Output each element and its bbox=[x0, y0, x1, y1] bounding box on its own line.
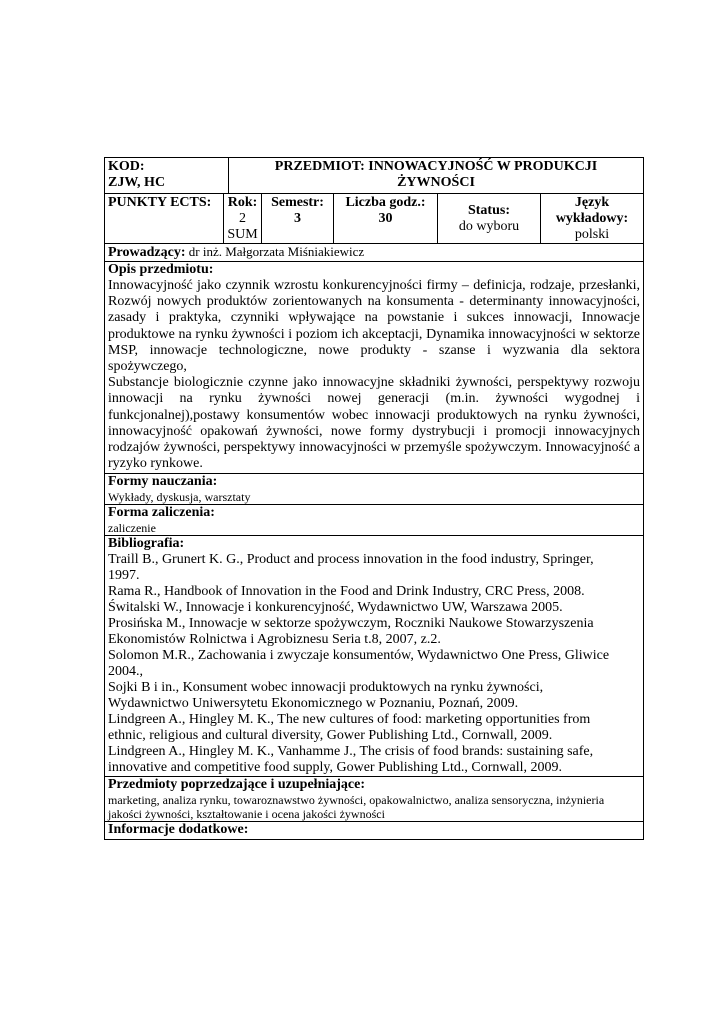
teaching-forms-value: Wykłady, dyskusja, warsztaty bbox=[108, 490, 251, 505]
code-cell bbox=[105, 158, 228, 193]
assessment-value: zaliczenie bbox=[108, 521, 156, 536]
hours-cell bbox=[333, 194, 437, 243]
lecturer-label: Prowadzący: bbox=[108, 245, 186, 260]
prerequisites-row bbox=[105, 776, 643, 821]
additional-info-row bbox=[105, 821, 643, 839]
semester-value: 3 bbox=[294, 211, 301, 226]
bibliography-item: Rama R., Handbook of Innovation in the Food and Drink Industry, CRC Press, 2008. bbox=[108, 584, 585, 600]
subject-cell bbox=[228, 158, 643, 193]
description-row bbox=[105, 261, 643, 473]
lecturer-row bbox=[105, 243, 643, 261]
ects-cell bbox=[105, 194, 223, 243]
semester-label: Semestr: bbox=[271, 195, 324, 210]
year-cell bbox=[223, 194, 261, 243]
status-value: do wyboru bbox=[458, 218, 520, 234]
language-label-line1: Język bbox=[574, 195, 610, 210]
year-value: 2 bbox=[239, 211, 246, 226]
description-paragraph-1: Innowacyjność jako czynnik wzrostu konkurencyjności firmy – definicja, rodzaje, przesłanki, Rozwój nowych produktów zorientowanych na konsumenta - determinanty innowacyjności, zasady i praktyka, czynniki wpływające na powstanie i sukces innowacji, Innowacje produktowe na rynku żywności i poziom ich akceptacji, Dynamika innowacyjności w sektorze MSP, innowacje technologiczne, nowe produkty - szanse i wyzwania dla sektora spożywczego, bbox=[108, 278, 640, 375]
bibliography-item: Sojki B i in., Konsument wobec innowacji produktowych na rynku żywności, Wydawnictwo Uniwersytetu Ekonomicznego w Poznaniu, Poznań, 2009. bbox=[108, 680, 544, 712]
status-label: Status: bbox=[467, 202, 510, 218]
bibliography-item: Świtalski W., Innowacje i konkurencyjność, Wydawnictwo UW, Warszawa 2005. bbox=[108, 600, 563, 616]
header-row bbox=[105, 158, 643, 193]
prerequisites-value: marketing, analiza rynku, towaroznawstwo żywności, opakowalnictwo, analiza sensoryczna, inżynieria jakości żywności, kształtowanie i ocena jakości żywności bbox=[108, 793, 605, 822]
meta-row bbox=[105, 193, 643, 243]
hours-label: Liczba godz.: bbox=[345, 195, 426, 210]
subject-title-line2: ŻYWNOŚCI bbox=[397, 175, 475, 190]
bibliography-label: Bibliografia: bbox=[108, 536, 185, 552]
bibliography-item: Lindgreen A., Hingley M. K., Vanhamme J., The crisis of food brands: sustaining safe, innovative and competitive food supply, Gower Publishing Ltd., Cornwall, 2009. bbox=[108, 744, 594, 776]
bibliography-item: Solomon M.R., Zachowania i zwyczaje konsumentów, Wydawnictwo One Press, Gliwice 2004., bbox=[108, 648, 610, 680]
ects-label: PUNKTY ECTS: bbox=[108, 195, 212, 210]
description-label: Opis przedmiotu: bbox=[108, 262, 214, 277]
subject-title-line1: PRZEDMIOT: INNOWACYJNOŚĆ W PRODUKCJI bbox=[274, 159, 598, 174]
semester-cell bbox=[261, 194, 333, 243]
status-cell bbox=[437, 194, 540, 243]
additional-info-label: Informacje dodatkowe: bbox=[108, 822, 249, 838]
year-label: Rok: bbox=[227, 195, 258, 210]
bibliography-item: Traill B., Grunert K. G., Product and process innovation in the food industry, Springer, 1997. bbox=[108, 552, 594, 584]
year-value-sum: SUM bbox=[227, 227, 258, 242]
bibliography-row bbox=[105, 535, 643, 776]
teaching-forms-label: Formy nauczania: bbox=[108, 474, 218, 490]
teaching-forms-row bbox=[105, 473, 643, 504]
bibliography-item: Lindgreen A., Hingley M. K., The new cultures of food: marketing opportunities from ethnic, religious and cultural diversity, Gower Publishing Ltd., Cornwall, 2009. bbox=[108, 712, 591, 744]
description-paragraph-2: Substancje biologicznie czynne jako innowacyjne składniki żywności, perspektywy rozwoju innowacji na rynku żywności nowej generacji (m.in. żywności wygodnej i funkcjonalnej),postawy konsumentów wobec innowacji produktowych na rynku żywności, innowacyjność opakowań żywności, nowe formy dystrybucji i promocji innowacyjnych rodzajów żywności, perspektywy innowacyjności w przemyśle spożywczym. Innowacyjność a ryzyko rynkowe. bbox=[108, 375, 640, 472]
assessment-label: Forma zaliczenia: bbox=[108, 505, 215, 521]
language-value: polski bbox=[574, 227, 610, 242]
code-value: ZJW, HC bbox=[108, 175, 166, 190]
course-card bbox=[104, 157, 644, 840]
lecturer-value: dr inż. Małgorzata Miśniakiewicz bbox=[185, 244, 365, 259]
prerequisites-label: Przedmioty poprzedzające i uzupełniające: bbox=[108, 777, 365, 793]
assessment-row bbox=[105, 504, 643, 535]
bibliography-item: Prosińska M., Innowacje w sektorze spożywczym, Roczniki Naukowe Stowarzyszenia Ekonomistów Rolnictwa i Agrobiznesu Seria t.8, 2007, z.2. bbox=[108, 616, 594, 648]
language-cell bbox=[540, 194, 643, 243]
language-label-line2: wykładowy: bbox=[555, 211, 629, 226]
code-label: KOD: bbox=[108, 159, 145, 174]
hours-value: 30 bbox=[378, 211, 393, 226]
